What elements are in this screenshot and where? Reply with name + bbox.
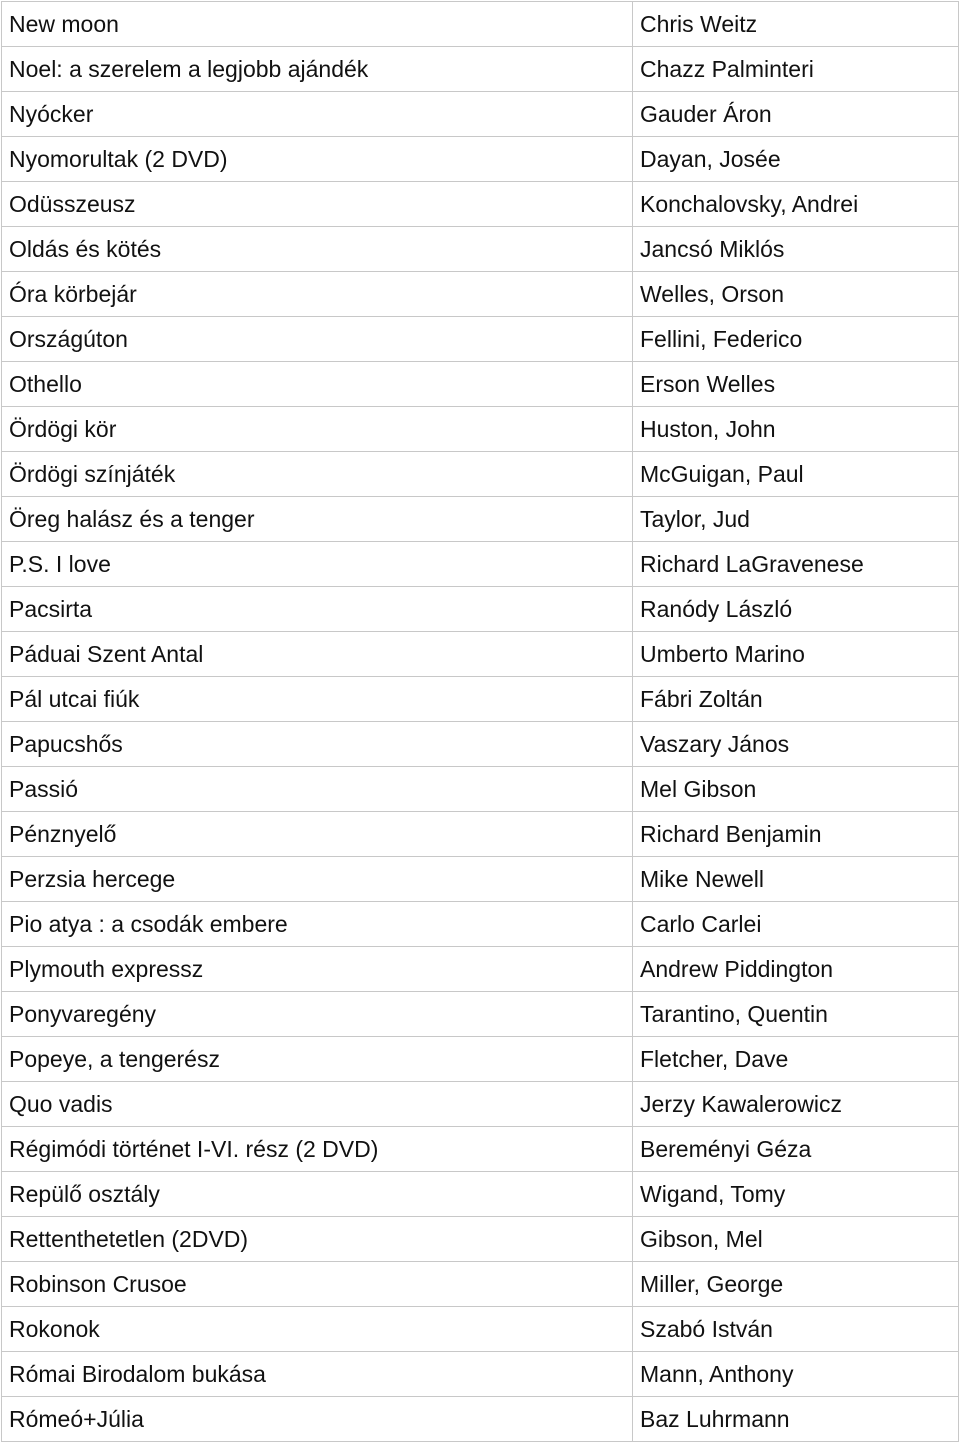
film-title-cell: New moon bbox=[2, 2, 633, 47]
film-table-body bbox=[2, 2, 959, 1442]
table-row bbox=[2, 407, 959, 452]
table-row bbox=[2, 497, 959, 542]
film-title-cell: Othello bbox=[2, 362, 633, 407]
film-list-document bbox=[1, 1, 958, 1442]
table-row bbox=[2, 992, 959, 1037]
table-row bbox=[2, 722, 959, 767]
film-director-cell: Fellini, Federico bbox=[633, 317, 959, 362]
film-title-cell: Régimódi történet I-VI. rész (2 DVD) bbox=[2, 1127, 633, 1172]
film-title-cell: Robinson Crusoe bbox=[2, 1262, 633, 1307]
film-director-cell: Andrew Piddington bbox=[633, 947, 959, 992]
film-director-cell: Jancsó Miklós bbox=[633, 227, 959, 272]
film-title-cell: Perzsia hercege bbox=[2, 857, 633, 902]
table-row bbox=[2, 812, 959, 857]
film-director-cell: Szabó István bbox=[633, 1307, 959, 1352]
film-director-cell: Welles, Orson bbox=[633, 272, 959, 317]
film-director-cell: Richard LaGravenese bbox=[633, 542, 959, 587]
table-row bbox=[2, 1217, 959, 1262]
film-title-cell: Ponyvaregény bbox=[2, 992, 633, 1037]
table-row bbox=[2, 1397, 959, 1442]
film-director-cell: McGuigan, Paul bbox=[633, 452, 959, 497]
table-row bbox=[2, 182, 959, 227]
film-director-cell: Mann, Anthony bbox=[633, 1352, 959, 1397]
film-title-cell: Rómeó+Júlia bbox=[2, 1397, 633, 1442]
table-row bbox=[2, 452, 959, 497]
table-row bbox=[2, 137, 959, 182]
film-title-cell: Országúton bbox=[2, 317, 633, 362]
film-table bbox=[1, 1, 959, 1442]
film-director-cell: Mike Newell bbox=[633, 857, 959, 902]
table-row bbox=[2, 857, 959, 902]
table-row bbox=[2, 2, 959, 47]
film-director-cell: Miller, George bbox=[633, 1262, 959, 1307]
film-director-cell: Vaszary János bbox=[633, 722, 959, 767]
film-director-cell: Gibson, Mel bbox=[633, 1217, 959, 1262]
film-director-cell: Mel Gibson bbox=[633, 767, 959, 812]
film-title-cell: Pacsirta bbox=[2, 587, 633, 632]
film-director-cell: Bereményi Géza bbox=[633, 1127, 959, 1172]
film-director-cell: Carlo Carlei bbox=[633, 902, 959, 947]
film-title-cell: Rokonok bbox=[2, 1307, 633, 1352]
film-title-cell: Repülő osztály bbox=[2, 1172, 633, 1217]
table-row bbox=[2, 767, 959, 812]
film-title-cell: Pio atya : a csodák embere bbox=[2, 902, 633, 947]
film-title-cell: Odüsszeusz bbox=[2, 182, 633, 227]
film-director-cell: Erson Welles bbox=[633, 362, 959, 407]
film-title-cell: Nyomorultak (2 DVD) bbox=[2, 137, 633, 182]
table-row bbox=[2, 587, 959, 632]
table-row bbox=[2, 1352, 959, 1397]
film-title-cell: Noel: a szerelem a legjobb ajándék bbox=[2, 47, 633, 92]
table-row bbox=[2, 677, 959, 722]
table-row bbox=[2, 227, 959, 272]
film-title-cell: Páduai Szent Antal bbox=[2, 632, 633, 677]
film-director-cell: Wigand, Tomy bbox=[633, 1172, 959, 1217]
table-row bbox=[2, 1307, 959, 1352]
table-row bbox=[2, 1262, 959, 1307]
film-director-cell: Dayan, Josée bbox=[633, 137, 959, 182]
film-title-cell: Öreg halász és a tenger bbox=[2, 497, 633, 542]
film-title-cell: Pénznyelő bbox=[2, 812, 633, 857]
film-director-cell: Huston, John bbox=[633, 407, 959, 452]
table-row bbox=[2, 902, 959, 947]
film-title-cell: Papucshős bbox=[2, 722, 633, 767]
film-director-cell: Umberto Marino bbox=[633, 632, 959, 677]
film-title-cell: Quo vadis bbox=[2, 1082, 633, 1127]
table-row bbox=[2, 272, 959, 317]
table-row bbox=[2, 47, 959, 92]
film-title-cell: Pál utcai fiúk bbox=[2, 677, 633, 722]
film-title-cell: Passió bbox=[2, 767, 633, 812]
film-director-cell: Fletcher, Dave bbox=[633, 1037, 959, 1082]
film-director-cell: Fábri Zoltán bbox=[633, 677, 959, 722]
table-row bbox=[2, 1037, 959, 1082]
film-director-cell: Chazz Palminteri bbox=[633, 47, 959, 92]
film-title-cell: Oldás és kötés bbox=[2, 227, 633, 272]
film-title-cell: P.S. I love bbox=[2, 542, 633, 587]
film-director-cell: Chris Weitz bbox=[633, 2, 959, 47]
table-row bbox=[2, 1082, 959, 1127]
film-title-cell: Óra körbejár bbox=[2, 272, 633, 317]
film-director-cell: Richard Benjamin bbox=[633, 812, 959, 857]
film-title-cell: Plymouth expressz bbox=[2, 947, 633, 992]
table-row bbox=[2, 1127, 959, 1172]
film-title-cell: Rettenthetetlen (2DVD) bbox=[2, 1217, 633, 1262]
film-title-cell: Római Birodalom bukása bbox=[2, 1352, 633, 1397]
table-row bbox=[2, 362, 959, 407]
film-director-cell: Ranódy László bbox=[633, 587, 959, 632]
table-row bbox=[2, 317, 959, 362]
film-title-cell: Popeye, a tengerész bbox=[2, 1037, 633, 1082]
film-director-cell: Taylor, Jud bbox=[633, 497, 959, 542]
table-row bbox=[2, 632, 959, 677]
table-row bbox=[2, 92, 959, 137]
film-director-cell: Konchalovsky, Andrei bbox=[633, 182, 959, 227]
film-title-cell: Ördögi színjáték bbox=[2, 452, 633, 497]
film-director-cell: Tarantino, Quentin bbox=[633, 992, 959, 1037]
film-director-cell: Jerzy Kawalerowicz bbox=[633, 1082, 959, 1127]
film-title-cell: Ördögi kör bbox=[2, 407, 633, 452]
table-row bbox=[2, 947, 959, 992]
table-row bbox=[2, 1172, 959, 1217]
film-director-cell: Gauder Áron bbox=[633, 92, 959, 137]
table-row bbox=[2, 542, 959, 587]
film-director-cell: Baz Luhrmann bbox=[633, 1397, 959, 1442]
film-title-cell: Nyócker bbox=[2, 92, 633, 137]
